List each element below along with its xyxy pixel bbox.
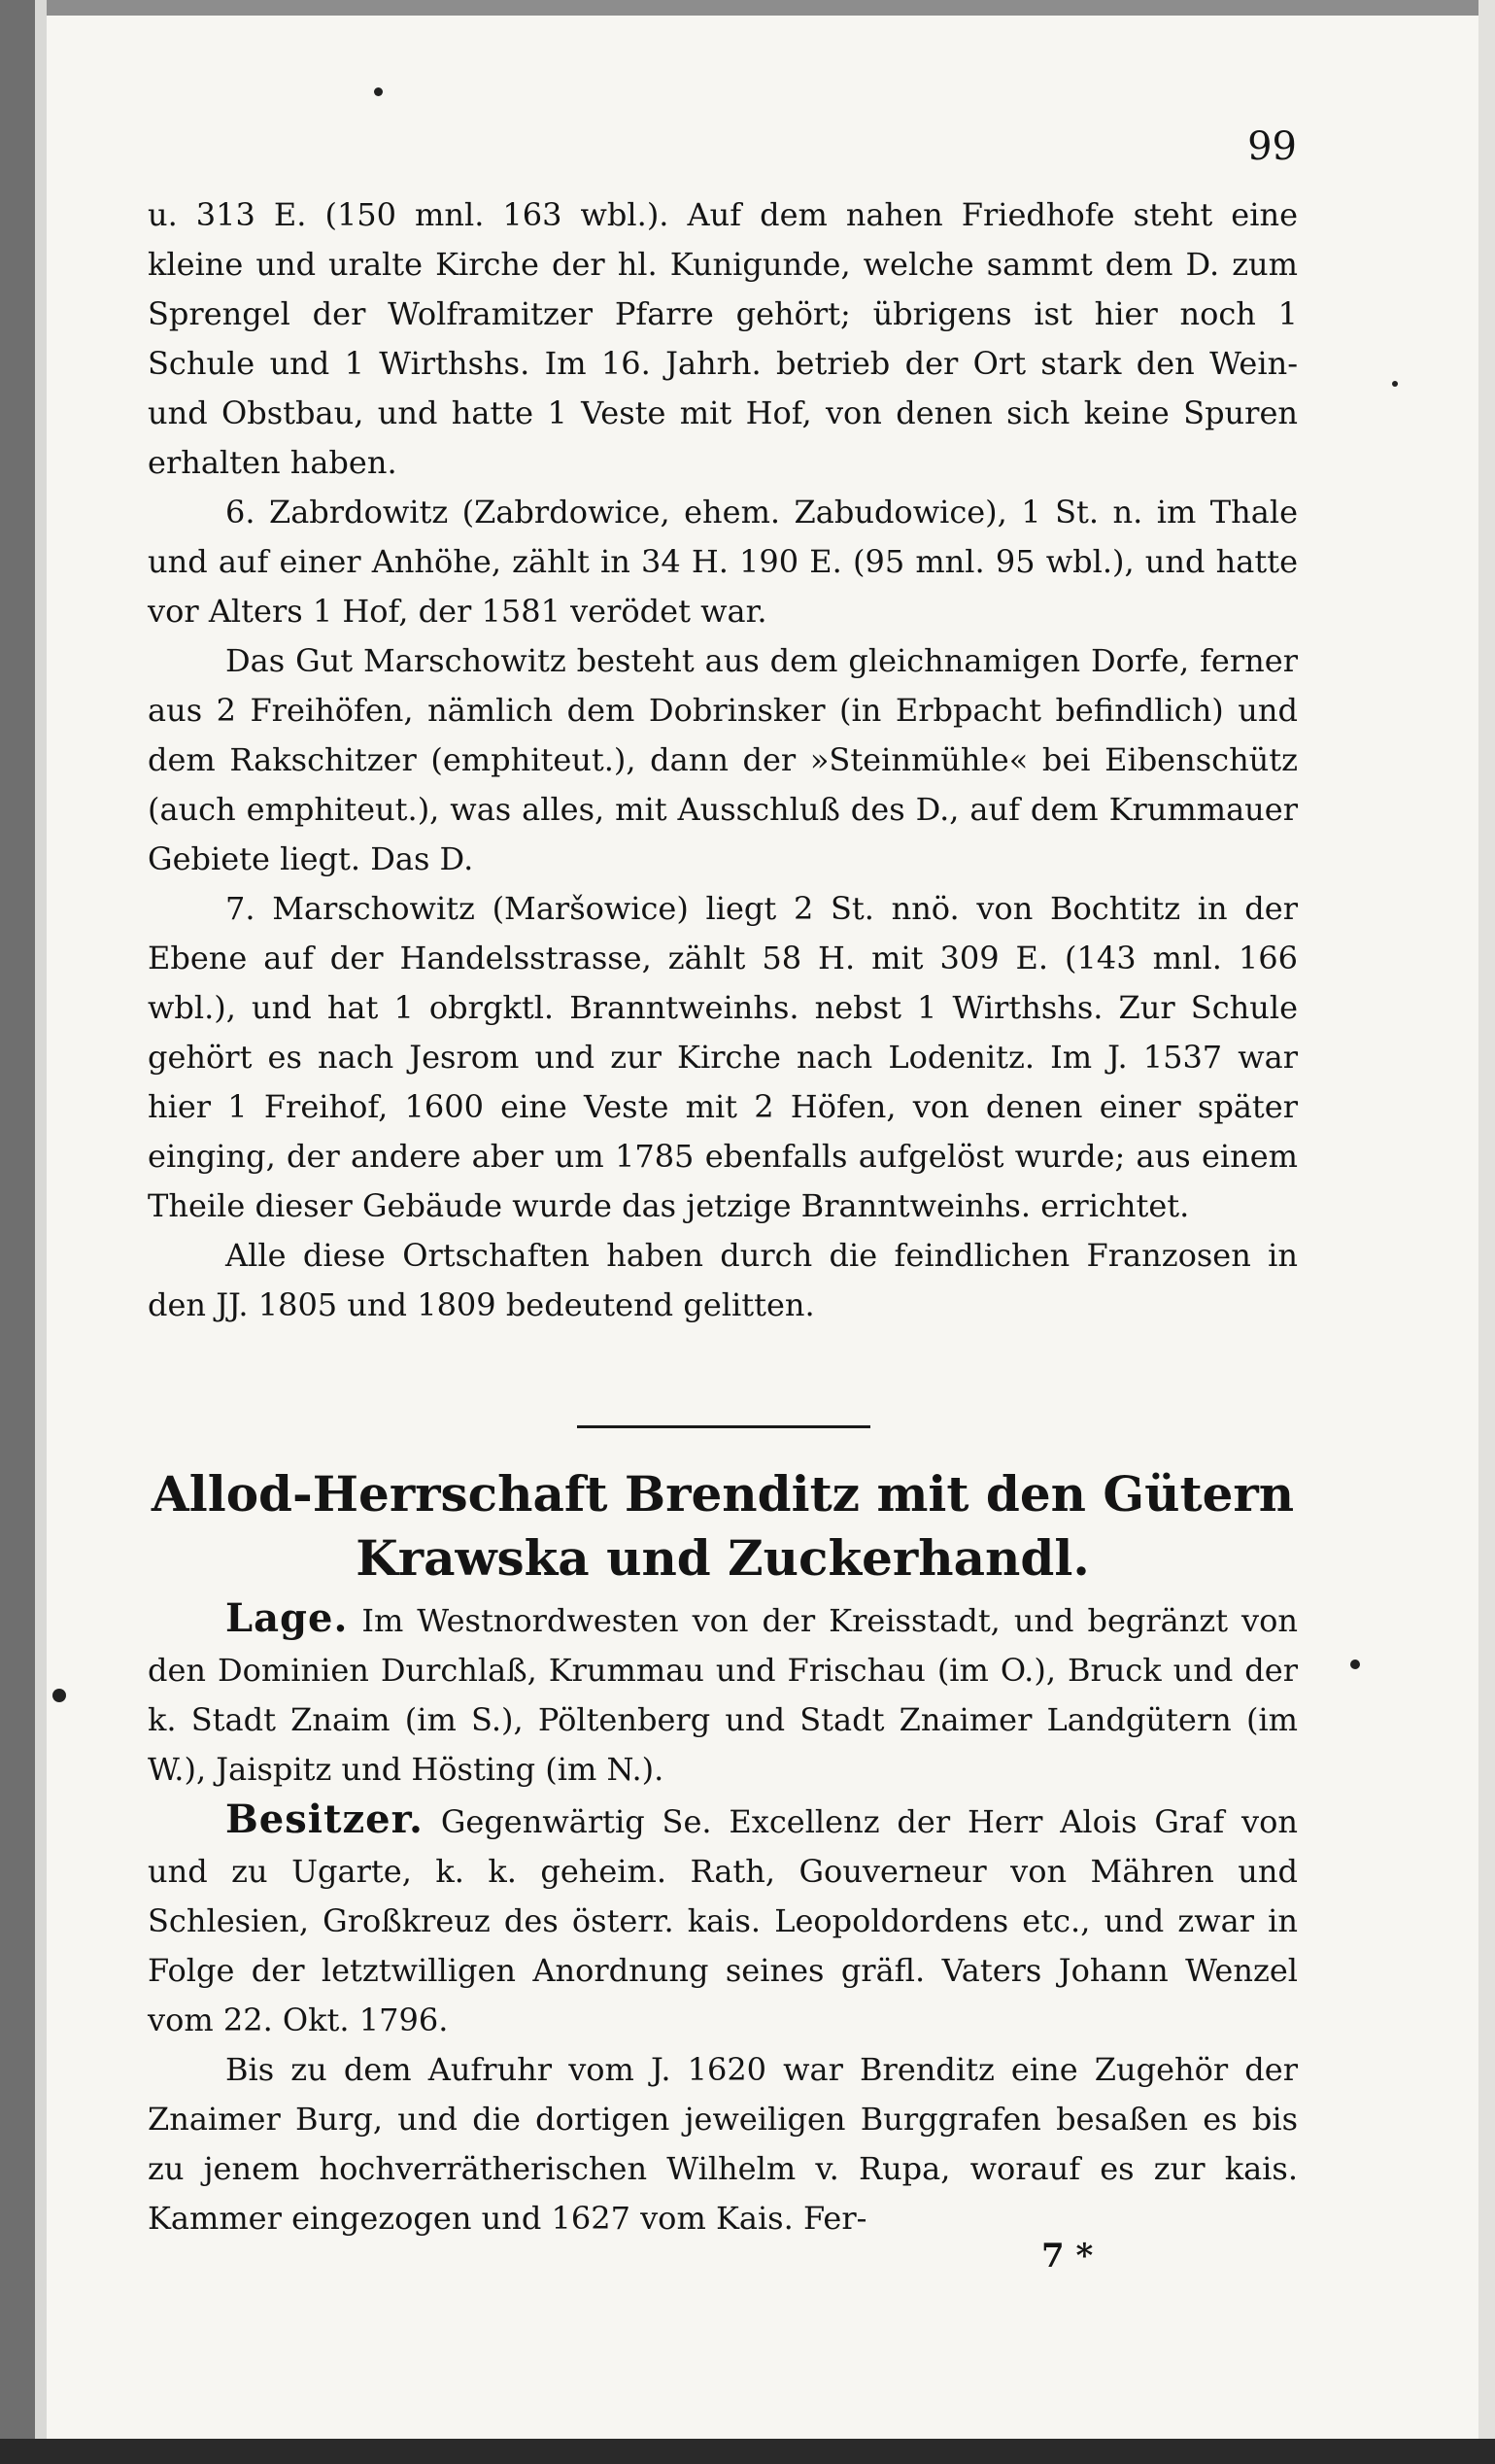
heading-line-2: Krawska und Zuckerhandl. <box>356 1529 1090 1587</box>
paragraph-history: Bis zu dem Aufruhr vom J. 1620 war Brenditz eine Zugehör der Znaimer Burg, und die dortigen jeweiligen Burggrafen besaßen es bis zu jenem hochverrätherischen Wilhelm v. Rupa, worauf es zur kais. Kammer eingezogen und 1627 vom Kais. Fer- <box>148 2051 1298 2237</box>
herrschaft-text-block <box>148 1593 1298 2243</box>
ink-speck <box>1392 381 1398 387</box>
signature-mark: 7 * <box>1041 2237 1094 2276</box>
heading-line-1: Allod-Herrschaft Brenditz mit den Gütern <box>151 1465 1295 1523</box>
paragraph-marschowitz: 7. Marschowitz (Maršowice) liegt 2 St. nnö. von Bochtitz in der Ebene auf der Handelsstrasse, zählt 58 H. mit 309 E. (143 mnl. 166 wbl.), und hat 1 obrgktl. Branntweinhs. nebst 1 Wirthshs. Zur Schule gehört es nach Jesrom und zur Kirche nach Lodenitz. Im J. 1537 war hier 1 Freihof, 1600 eine Veste mit 2 Höfen, von denen einer später einging, der andere aber um 1785 ebenfalls aufgelöst wurde; aus einem Theile dieser Gebäude wurde das jetzige Branntweinhs. errichtet. <box>148 890 1298 1224</box>
main-text-block <box>148 190 1298 1330</box>
ink-speck <box>52 1689 66 1702</box>
paragraph-kunigunde: u. 313 E. (150 mnl. 163 wbl.). Auf dem nahen Friedhofe steht eine kleine und uralte Kirche der hl. Kunigunde, welche sammt dem D. zum Sprengel der Wolframitzer Pfarre gehört; übrigens ist hier noch 1 Schule und 1 Wirthshs. Im 16. Jahrh. betrieb der Ort stark den Wein- und Obstbau, und hatte 1 Veste mit Hof, von denen sich keine Spuren erhalten haben. <box>148 196 1298 481</box>
page-number: 99 <box>1247 124 1297 169</box>
besitzer-label: Besitzer. <box>225 1797 424 1842</box>
lage-text: Im Westnordwesten von der Kreisstadt, und begränzt von den Dominien Durchlaß, Krummau und Frischau (im O.), Bruck und der k. Stadt Znaim (im S.), Pöltenberg und Stadt Znaimer Landgütern (im W.), Jaispitz und Hösting (im N.). <box>148 1602 1299 1788</box>
besitzer-text: Gegenwärtig Se. Excellenz der Herr Alois Graf von und zu Ugarte, k. k. geheim. Rath, Gouverneur von Mähren und Schlesien, Großkreuz des österr. kais. Leopoldordens etc., und zwar in Folge der letztwilligen Anordnung seines gräfl. Vaters Johann Wenzel vom 22. Okt. 1796. <box>148 1803 1299 2038</box>
paragraph-gut-marschowitz: Das Gut Marschowitz besteht aus dem gleichnamigen Dorfe, ferner aus 2 Freihöfen, nämlich dem Dobrinsker (in Erbpacht befindlich) und dem Rakschitzer (emphiteut.), dann der »Steinmühle« bei Eibenschütz (auch emphiteut.), was alles, mit Ausschluß des D., auf dem Krummauer Gebiete liegt. Das D. <box>148 642 1298 877</box>
page-inner-margin <box>35 0 47 2464</box>
paragraph-zabrdowitz: 6. Zabrdowitz (Zabrdowice, ehem. Zabudowice), 1 St. n. im Thale und auf einer Anhöhe, zählt in 34 H. 190 E. (95 mnl. 95 wbl.), und hatte vor Alters 1 Hof, der 1581 verödet war. <box>148 494 1298 630</box>
paragraph-besitzer <box>148 1795 1298 2045</box>
ink-speck <box>374 87 383 96</box>
page-binding-edge <box>0 0 35 2464</box>
section-divider <box>577 1425 870 1428</box>
page-top-edge <box>0 0 1495 16</box>
paragraph-lage <box>148 1593 1298 1795</box>
lage-label: Lage. <box>225 1595 349 1641</box>
paragraph-franzosen: Alle diese Ortschaften haben durch die feindlichen Franzosen in den JJ. 1805 und 1809 bedeutend gelitten. <box>148 1237 1298 1323</box>
page-right-edge <box>1478 0 1495 2464</box>
ink-speck <box>1350 1660 1360 1669</box>
section-heading <box>148 1462 1298 1591</box>
page-bottom-edge <box>0 2439 1495 2464</box>
